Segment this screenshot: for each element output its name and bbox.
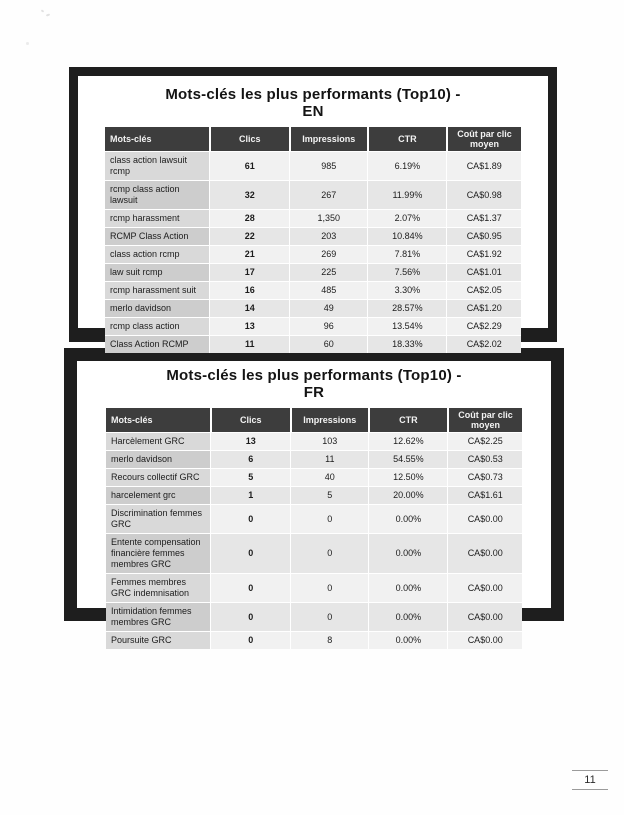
keyword-cell: rcmp class action lawsuit [105,181,210,210]
value-cell: CA$2.05 [447,282,521,300]
value-cell: 6 [211,451,291,469]
value-cell: 20.00% [369,487,448,505]
value-cell: CA$1.20 [447,300,521,318]
table-row [106,574,522,603]
keyword-cell: merlo davidson [106,451,211,469]
value-cell: 54.55% [369,451,448,469]
value-cell: 10.84% [368,228,447,246]
keyword-cell: Intimidation femmes membres GRC [106,603,211,632]
keyword-cell: Harcèlement GRC [106,433,211,451]
value-cell: CA$2.25 [448,433,522,451]
value-cell: 269 [290,246,368,264]
slide-fr-title-line2: FR [303,384,325,401]
slide-en [69,67,557,349]
value-cell: 96 [290,318,368,336]
value-cell: 0.00% [369,603,448,632]
table-row [106,505,522,534]
value-cell: 13 [210,318,290,336]
value-cell: CA$1.01 [447,264,521,282]
table-row [105,181,521,210]
table-row [105,246,521,264]
table-body-fr [106,433,522,650]
value-cell: 103 [291,433,369,451]
value-cell: 0 [291,574,369,603]
value-cell: CA$0.95 [447,228,521,246]
value-cell: CA$0.00 [448,534,522,574]
keyword-cell: law suit rcmp [105,264,210,282]
value-cell: 0 [211,505,291,534]
keyword-cell: merlo davidson [105,300,210,318]
table-row [105,228,521,246]
table-row [105,336,521,354]
table-row [105,152,521,181]
value-cell: CA$0.53 [448,451,522,469]
slide-en-title [88,86,538,120]
value-cell: 61 [210,152,290,181]
value-cell: 0.00% [369,534,448,574]
slide-en-title-line1: Mots-clés les plus performants (Top10) - [165,86,461,103]
slide-fr [64,348,564,645]
value-cell: CA$0.00 [448,574,522,603]
keyword-cell: Entente compensation financière femmes membres GRC [106,534,211,574]
value-cell: CA$0.73 [448,469,522,487]
value-cell: 2.07% [368,210,447,228]
value-cell: 5 [291,487,369,505]
value-cell: 11 [291,451,369,469]
keyword-cell: rcmp harassment [105,210,210,228]
table-row [105,282,521,300]
value-cell: 3.30% [368,282,447,300]
value-cell: 13.54% [368,318,447,336]
keywords-table-fr [106,408,522,649]
value-cell: 11.99% [368,181,447,210]
keyword-cell: class action rcmp [105,246,210,264]
value-cell: 28.57% [368,300,447,318]
table-row [105,264,521,282]
keyword-cell: Femmes membres GRC indemnisation [106,574,211,603]
value-cell: 485 [290,282,368,300]
value-cell: CA$2.02 [447,336,521,354]
col-header-impressions: Impressions [291,408,369,433]
value-cell: 1 [211,487,291,505]
value-cell: CA$1.92 [447,246,521,264]
value-cell: 225 [290,264,368,282]
value-cell: 0 [211,534,291,574]
value-cell: 0 [211,603,291,632]
value-cell: 17 [210,264,290,282]
value-cell: 14 [210,300,290,318]
value-cell: 0 [211,632,291,650]
table-row [106,632,522,650]
value-cell: 28 [210,210,290,228]
value-cell: 203 [290,228,368,246]
table-row [106,603,522,632]
table-row [106,433,522,451]
table-header-fr [106,408,522,433]
value-cell: CA$1.37 [447,210,521,228]
keyword-cell: rcmp class action [105,318,210,336]
keyword-cell: Recours collectif GRC [106,469,211,487]
slide-en-frame [69,67,557,349]
value-cell: CA$1.61 [448,487,522,505]
value-cell: 18.33% [368,336,447,354]
header-row [105,127,521,152]
table-row [106,534,522,574]
table-row [105,300,521,318]
value-cell: 12.50% [369,469,448,487]
scan-artifact [26,42,29,45]
table-row [105,318,521,336]
table-body-en [105,152,521,354]
col-header-cpc: Coût par clic moyen [447,127,521,152]
table-row [106,487,522,505]
keyword-cell: rcmp harassment suit [105,282,210,300]
table-row [105,210,521,228]
value-cell: 0 [211,574,291,603]
value-cell: 0 [291,534,369,574]
keyword-cell: Class Action RCMP [105,336,210,354]
value-cell: 60 [290,336,368,354]
value-cell: 12.62% [369,433,448,451]
value-cell: 7.56% [368,264,447,282]
value-cell: 985 [290,152,368,181]
value-cell: 13 [211,433,291,451]
col-header-impressions: Impressions [290,127,368,152]
table-row [106,469,522,487]
value-cell: 7.81% [368,246,447,264]
header-row [106,408,522,433]
value-cell: 0.00% [369,632,448,650]
value-cell: 40 [291,469,369,487]
keyword-cell: class action lawsuit rcmp [105,152,210,181]
value-cell: 1,350 [290,210,368,228]
slide-en-title-line2: EN [302,103,324,120]
col-header-keywords: Mots-clés [105,127,210,152]
col-header-keywords: Mots-clés [106,408,211,433]
value-cell: CA$2.29 [447,318,521,336]
value-cell: 32 [210,181,290,210]
value-cell: 6.19% [368,152,447,181]
scan-artifact [41,9,45,12]
value-cell: 5 [211,469,291,487]
value-cell: 0.00% [369,505,448,534]
value-cell: 16 [210,282,290,300]
keyword-cell: Poursuite GRC [106,632,211,650]
col-header-ctr: CTR [368,127,447,152]
col-header-cpc: Coût par clic moyen [448,408,522,433]
keywords-table-en [105,127,521,353]
value-cell: CA$1.89 [447,152,521,181]
page-number: 11 [572,770,608,790]
value-cell: CA$0.00 [448,632,522,650]
keyword-cell: RCMP Class Action [105,228,210,246]
col-header-ctr: CTR [369,408,448,433]
value-cell: CA$0.00 [448,505,522,534]
value-cell: 21 [210,246,290,264]
value-cell: CA$0.98 [447,181,521,210]
col-header-clicks: Clics [211,408,291,433]
table-row [106,451,522,469]
keyword-cell: Discrimination femmes GRC [106,505,211,534]
value-cell: 22 [210,228,290,246]
value-cell: 49 [290,300,368,318]
value-cell: CA$0.00 [448,603,522,632]
slide-fr-title-line1: Mots-clés les plus performants (Top10) - [166,367,462,384]
slide-fr-title [87,367,541,401]
scan-artifact [46,13,50,16]
value-cell: 0 [291,603,369,632]
value-cell: 11 [210,336,290,354]
col-header-clicks: Clics [210,127,290,152]
value-cell: 267 [290,181,368,210]
value-cell: 8 [291,632,369,650]
table-header-en [105,127,521,152]
keyword-cell: harcelement grc [106,487,211,505]
value-cell: 0 [291,505,369,534]
value-cell: 0.00% [369,574,448,603]
